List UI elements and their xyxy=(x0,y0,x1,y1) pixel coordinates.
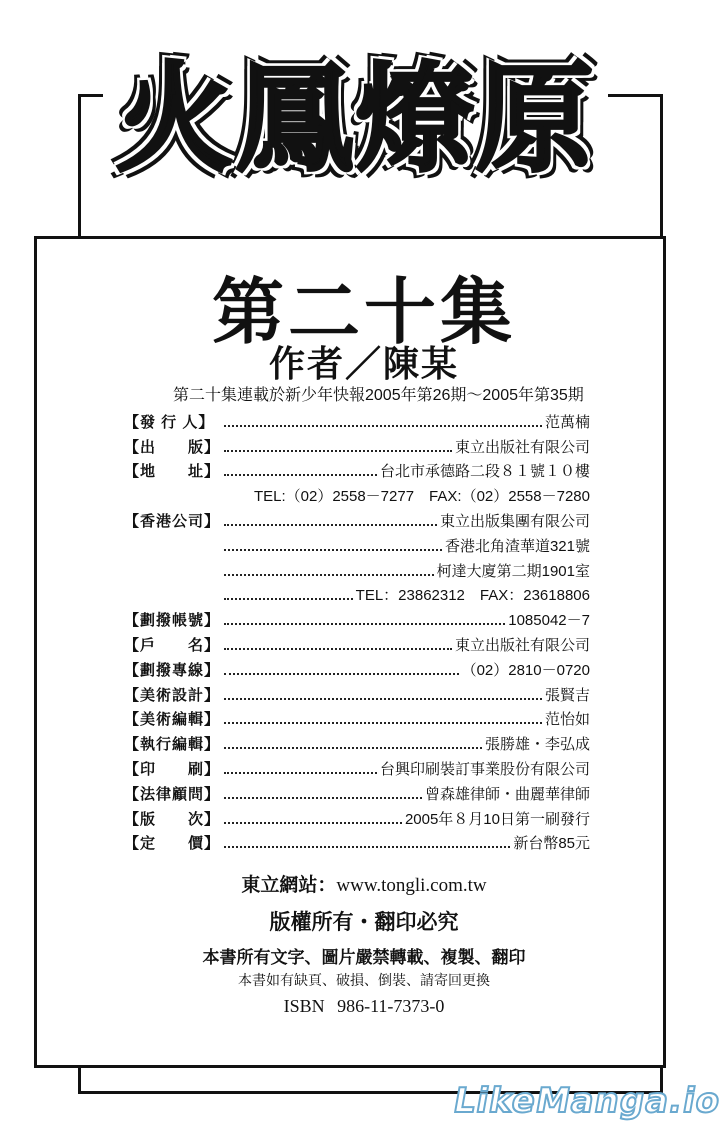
credit-value: TEL：23862312 FAX：23618806 xyxy=(355,587,590,605)
credit-row xyxy=(124,729,590,754)
credit-label: 【劃撥帳號】 xyxy=(124,612,221,630)
credit-value: 台北市承德路二段８１號１０樓 xyxy=(379,463,590,481)
credit-row xyxy=(124,779,590,804)
credit-label: 【法律顧問】 xyxy=(124,785,221,803)
credit-value: 台興印刷裝訂事業股份有限公司 xyxy=(379,760,590,778)
credit-row xyxy=(124,407,590,432)
credit-value: 東立出版社有限公司 xyxy=(454,636,590,654)
dot-leader xyxy=(224,598,353,600)
dot-leader xyxy=(224,648,452,650)
credit-label: 【美術編輯】 xyxy=(124,711,221,729)
dot-leader xyxy=(224,524,437,526)
dot-leader xyxy=(224,474,377,476)
credit-row xyxy=(124,705,590,730)
dot-leader xyxy=(224,747,482,749)
serialization-note: 第二十集連載於新少年快報2005年第26期～2005年第35期 xyxy=(173,387,584,404)
credit-value: 東立出版社有限公司 xyxy=(454,438,590,456)
credit-value: 1085042－7 xyxy=(508,612,590,630)
dot-leader xyxy=(224,425,542,427)
credit-value: 張勝雄・李弘成 xyxy=(484,736,590,754)
credit-row xyxy=(124,630,590,655)
credit-row xyxy=(124,680,590,705)
author-line: 作者／陳某 xyxy=(268,343,459,385)
credit-label: 【發 行 人】 xyxy=(124,413,215,431)
credit-label: 【版 次】 xyxy=(124,810,221,828)
dot-leader xyxy=(224,549,442,551)
dot-leader xyxy=(224,722,542,724)
credit-row xyxy=(124,804,590,829)
isbn: ISBN 986-11-7373-0 xyxy=(283,996,445,1016)
credit-row xyxy=(124,556,590,581)
credit-label: 【地 址】 xyxy=(124,463,221,481)
replacement-note: 本書如有缺頁、破損、倒裝、請寄回更換 xyxy=(238,972,490,988)
credit-label: 【劃撥專線】 xyxy=(124,661,221,679)
dot-leader xyxy=(224,574,434,576)
volume-title: 第二十集 xyxy=(211,269,516,354)
credit-row xyxy=(124,531,590,556)
credit-value: （02）2810－0720 xyxy=(461,661,590,679)
dot-leader xyxy=(224,797,422,799)
credit-label: 【定 價】 xyxy=(124,835,221,853)
website-url[interactable]: www.tongli.com.tw xyxy=(336,875,487,896)
credit-label: 【印 刷】 xyxy=(124,760,221,778)
credit-value: 曾森雄律師・曲麗華律師 xyxy=(424,785,590,803)
credit-value: 東立出版集團有限公司 xyxy=(439,512,590,530)
series-title-box xyxy=(103,40,608,200)
watermark-logo: LikeManga.io xyxy=(450,1081,724,1121)
dot-leader xyxy=(224,822,402,824)
credit-row xyxy=(124,432,590,457)
credit-row xyxy=(124,829,590,854)
credit-row xyxy=(124,605,590,630)
dot-leader xyxy=(224,673,459,675)
series-title: 火鳳燎原 xyxy=(115,49,596,188)
website-label: 東立網站： xyxy=(241,875,337,896)
credit-value: 范怡如 xyxy=(544,711,590,729)
credit-value: 張賢吉 xyxy=(544,686,590,704)
credit-value: 新台幣85元 xyxy=(513,835,590,853)
credits-list xyxy=(124,407,590,853)
rights-statement: 版權所有・翻印必究 xyxy=(269,909,459,934)
credit-row xyxy=(124,481,590,506)
copy-notice: 本書所有文字、圖片嚴禁轉載、複製、翻印 xyxy=(202,948,526,968)
dot-leader xyxy=(224,846,510,848)
credit-label: 【出 版】 xyxy=(124,438,221,456)
credit-row xyxy=(124,506,590,531)
dot-leader xyxy=(224,698,542,700)
credit-row xyxy=(124,457,590,482)
credit-row xyxy=(124,655,590,680)
credit-row xyxy=(124,754,590,779)
credit-label: 【執行編輯】 xyxy=(124,736,221,754)
dot-leader xyxy=(224,450,452,452)
credit-value: 2005年８月10日第一刷發行 xyxy=(404,810,590,828)
credit-label: 【香港公司】 xyxy=(124,512,221,530)
credit-value: 香港北角渣華道321號 xyxy=(444,537,590,555)
dot-leader xyxy=(224,623,505,625)
credit-label: 【戶 名】 xyxy=(124,636,221,654)
credit-label: 【美術設計】 xyxy=(124,686,221,704)
credit-value: 范萬楠 xyxy=(544,413,590,431)
website-line xyxy=(0,870,728,897)
credit-value: TEL:（02）2558－7277 FAX:（02）2558－7280 xyxy=(253,488,590,506)
credit-row xyxy=(124,581,590,606)
credit-value: 柯達大廈第二期1901室 xyxy=(436,562,590,580)
dot-leader xyxy=(224,772,377,774)
